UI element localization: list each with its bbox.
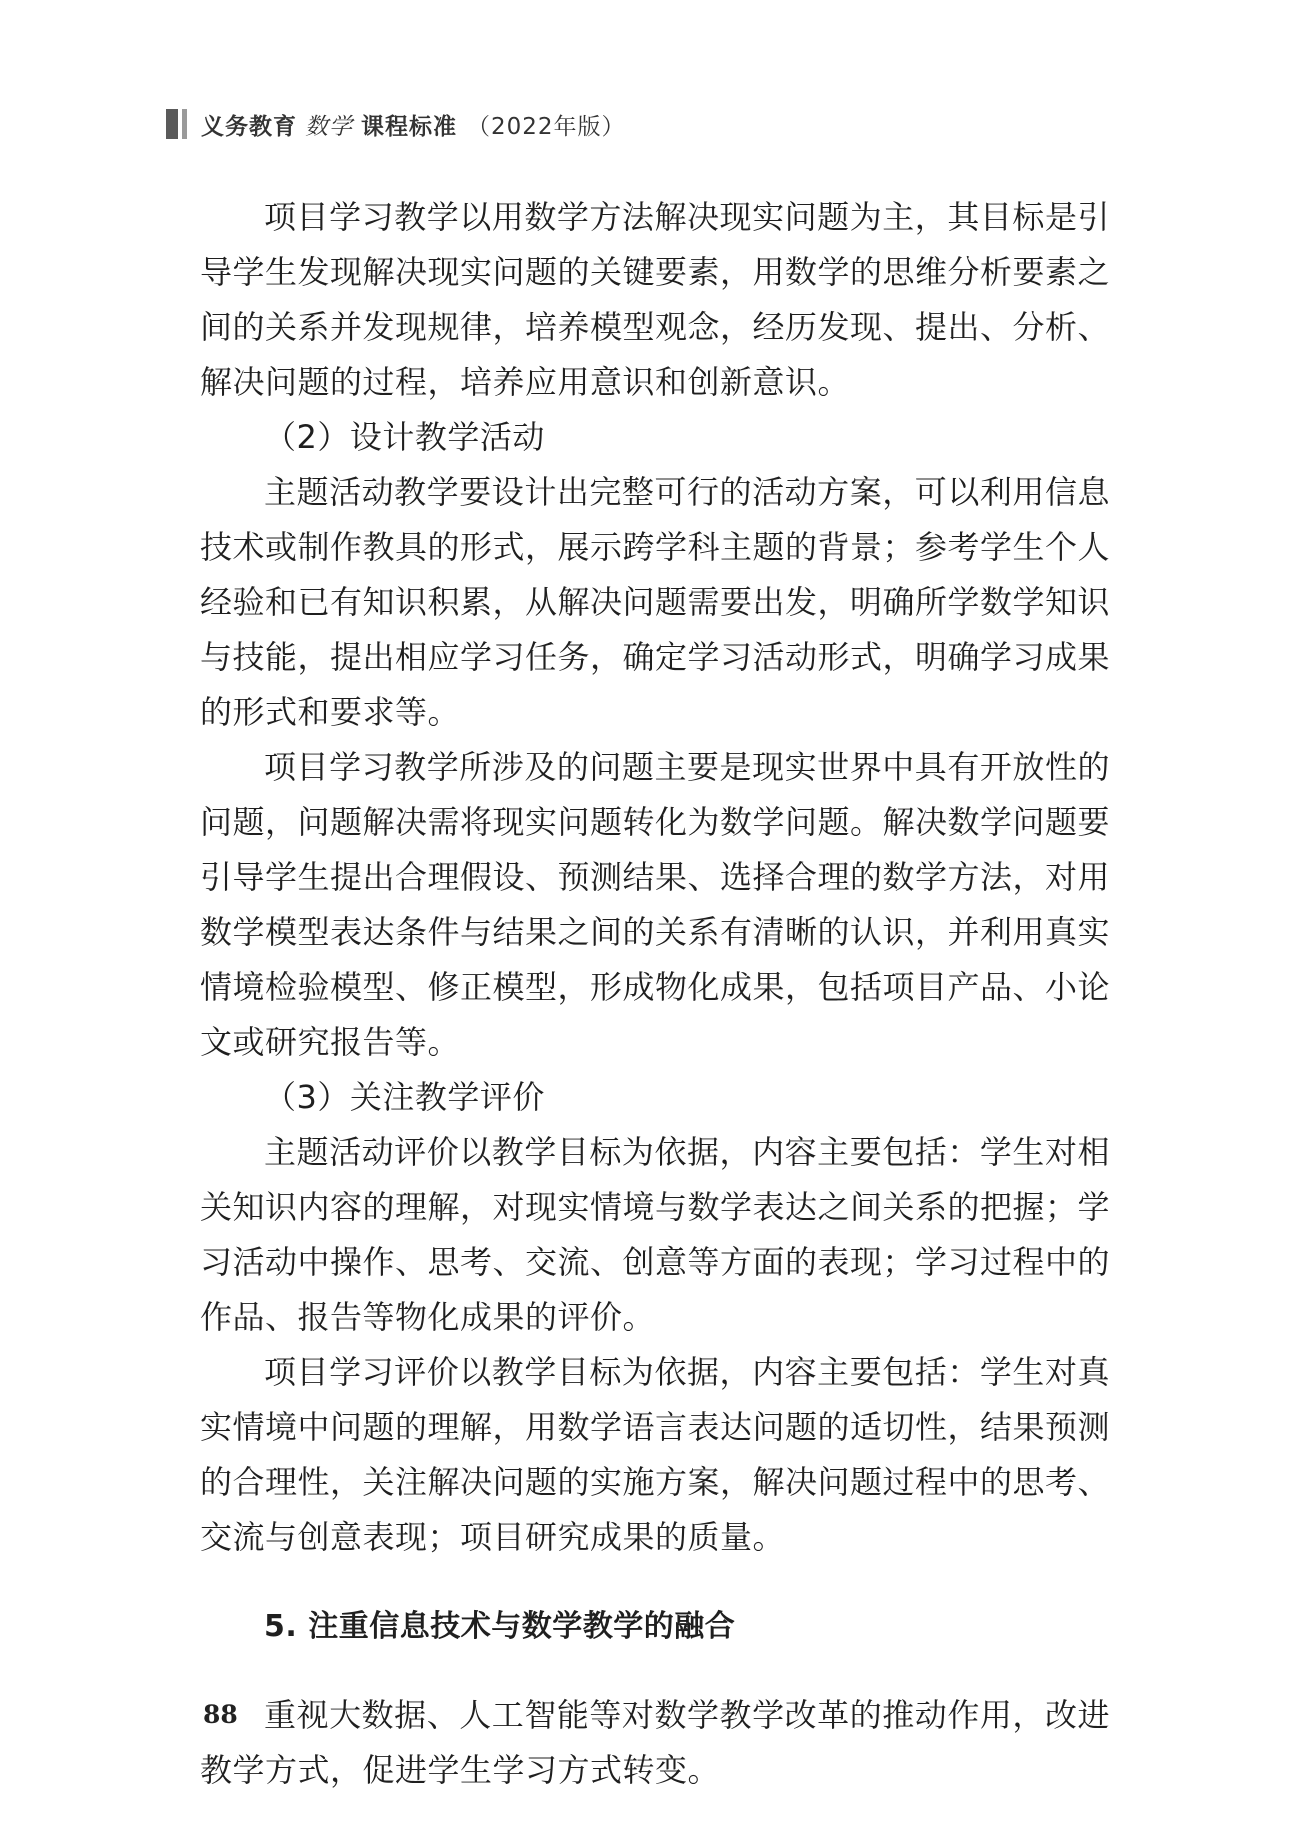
book-title [201,108,626,141]
page-body [200,190,1110,1798]
running-header [166,106,626,142]
book-title-subject: 数学 [305,113,353,140]
paragraph-project-learning-goal: 项目学习教学以用数学方法解决现实问题为主，其目标是引导学生发现解决现实问题的关键要素，用数学的思维分析要素之间的关系并发现规律，培养模型观念，经历发现、提出、分析、解决问题的过程，培养应用意识和创新意识。 [200,198,1111,401]
header-bar-dark [166,109,178,139]
paragraph-theme-activity-evaluation: 主题活动评价以教学目标为依据，内容主要包括：学生对相关知识内容的理解，对现实情境与数学表达之间关系的把握；学习活动中操作、思考、交流、创意等方面的表现；学习过程中的作品、报告等物化成果的评价。 [200,1133,1111,1336]
book-title-part1: 义务教育 [201,113,297,140]
book-title-part3: 课程标准 [361,113,457,140]
paragraph-theme-activity-design: 主题活动教学要设计出完整可行的活动方案，可以利用信息技术或制作教具的形式，展示跨学科主题的背景；参考学生个人经验和已有知识积累，从解决问题需要出发，明确所学数学知识与技能，提出相应学习任务，确定学习活动形式，明确学习成果的形式和要求等。 [200,473,1111,731]
header-bar-ornament [166,109,187,139]
page-number: 88 [203,1700,238,1729]
header-bar-light [182,109,187,139]
paragraph-project-learning-evaluation: 项目学习评价以教学目标为依据，内容主要包括：学生对真实情境中问题的理解，用数学语言表达问题的适切性，结果预测的合理性，关注解决问题的实施方案，解决问题过程中的思考、交流与创意表现；项目研究成果的质量。 [200,1353,1111,1556]
paragraph-project-learning-problems: 项目学习教学所涉及的问题主要是现实世界中具有开放性的问题，问题解决需将现实问题转化为数学问题。解决数学问题要引导学生提出合理假设、预测结果、选择合理的数学方法，对用数学模型表达条件与结果之间的关系有清晰的认识，并利用真实情境检验模型、修正模型，形成物化成果，包括项目产品、小论文或研究报告等。 [200,748,1111,1061]
subheading-teaching-evaluation: （3）关注教学评价 [264,1078,545,1116]
paragraph-big-data-ai: 重视大数据、人工智能等对数学教学改革的推动作用，改进教学方式，促进学生学习方式转变。 [200,1696,1110,1789]
book-title-edition: （2022年版） [467,113,626,140]
subheading-design-activities: （2）设计教学活动 [264,418,545,456]
section-heading-information-technology: 5. 注重信息技术与数学教学的融合 [264,1609,736,1644]
